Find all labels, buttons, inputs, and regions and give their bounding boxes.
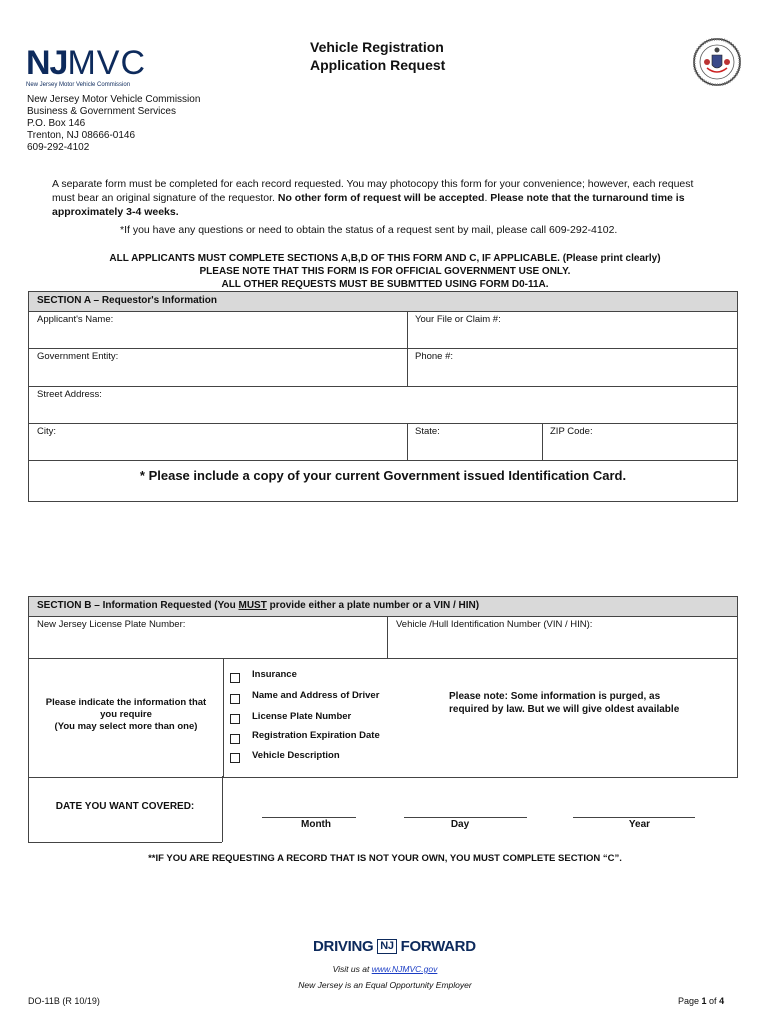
applicant-name-label: Applicant's Name: bbox=[37, 314, 114, 325]
state-label: State: bbox=[415, 426, 440, 437]
section-a bbox=[28, 291, 738, 502]
file-claim-field[interactable] bbox=[408, 311, 737, 348]
registration-expiration-checkbox[interactable] bbox=[230, 734, 240, 744]
must-text: MUST bbox=[238, 600, 267, 611]
indicate-line: Please indicate the information that bbox=[45, 697, 207, 708]
vin-label: Vehicle /Hull Identification Number (VIN / HIN): bbox=[396, 619, 593, 630]
turnaround-text: Please note that the turnaround time is approximately 3-4 weeks. bbox=[52, 192, 685, 218]
vehicle-description-checkbox[interactable] bbox=[230, 753, 240, 763]
phone-label: Phone #: bbox=[415, 351, 454, 362]
nj-mark: NJ bbox=[377, 939, 396, 954]
form-title bbox=[310, 38, 445, 74]
page-of: of bbox=[706, 996, 720, 1006]
form-id: DO-11B (R 10/19) bbox=[28, 996, 100, 1006]
gov-entity-label: Government Entity: bbox=[37, 351, 119, 362]
month-field[interactable] bbox=[262, 804, 356, 818]
state-field[interactable] bbox=[408, 424, 542, 460]
section-b-heading-text: SECTION B – Information Requested (You bbox=[37, 600, 239, 611]
insurance-option-label: Insurance bbox=[252, 669, 297, 680]
instruction-line-1: ALL APPLICANTS MUST COMPLETE SECTIONS A,B,D OF THIS FORM AND C, IF APPLICABLE. (Please print clearly) bbox=[109, 253, 661, 264]
forward-text: FORWARD bbox=[400, 938, 476, 955]
section-b-heading bbox=[29, 597, 737, 617]
address-line: 609-292-4102 bbox=[27, 142, 90, 153]
vin-field[interactable] bbox=[388, 616, 737, 658]
page-prefix: Page bbox=[678, 996, 702, 1006]
visit-prefix: Visit us at bbox=[332, 964, 372, 974]
title-line-2: Application Request bbox=[310, 57, 446, 73]
insurance-checkbox[interactable] bbox=[230, 673, 240, 683]
date-covered-label: DATE YOU WANT COVERED: bbox=[55, 801, 195, 812]
street-address-label: Street Address: bbox=[37, 389, 102, 400]
gov-entity-field[interactable] bbox=[29, 349, 407, 386]
purge-note bbox=[449, 690, 679, 716]
current-page: 1 bbox=[701, 996, 707, 1006]
section-b-heading-text-2: provide either a plate number or a VIN / HIN) bbox=[266, 600, 480, 611]
vehicle-description-option-label: Vehicle Description bbox=[252, 750, 340, 761]
license-plate-option-label: License Plate Number bbox=[252, 711, 352, 722]
page-number bbox=[678, 996, 724, 1006]
driver-name-address-option-label: Name and Address of Driver bbox=[252, 690, 380, 701]
njmvc-link[interactable]: www.NJMVC.gov bbox=[371, 964, 438, 974]
indicate-info-label bbox=[29, 697, 223, 733]
status-help-text: *If you have any questions or need to obtain the status of a request sent by mail, please call 609-292-4102. bbox=[120, 224, 618, 236]
zip-label: ZIP Code: bbox=[550, 426, 593, 437]
purge-note-line: Please note: Some information is purged, as bbox=[449, 691, 661, 702]
driver-name-address-checkbox[interactable] bbox=[230, 694, 240, 704]
license-plate-checkbox[interactable] bbox=[230, 714, 240, 724]
instruction-line-3: ALL OTHER REQUESTS MUST BE SUBMTTED USING FORM D0-11A. bbox=[221, 279, 549, 290]
indicate-line: (You may select more than one) bbox=[54, 721, 198, 732]
logo-nj-text: NJ bbox=[26, 44, 68, 82]
state-seal-icon bbox=[693, 38, 741, 86]
day-field[interactable] bbox=[404, 804, 527, 818]
street-address-field[interactable] bbox=[29, 387, 737, 423]
day-label: Day bbox=[450, 819, 470, 830]
section-a-heading: SECTION A – Requestor's Information bbox=[29, 292, 737, 312]
instruction-line-2: PLEASE NOTE THAT THIS FORM IS FOR OFFICIAL GOVERNMENT USE ONLY. bbox=[199, 266, 571, 277]
id-card-note: * Please include a copy of your current Government issued Identification Card. bbox=[139, 468, 627, 483]
intro-punct: . bbox=[484, 192, 491, 204]
zip-field[interactable] bbox=[543, 424, 737, 460]
year-label: Year bbox=[628, 819, 651, 830]
driving-forward-logo bbox=[313, 938, 476, 962]
purge-note-line: required by law. But we will give oldest available bbox=[449, 704, 680, 715]
plate-number-field[interactable] bbox=[29, 616, 387, 658]
registration-expiration-option-label: Registration Expiration Date bbox=[252, 730, 380, 741]
intro-bold-text: No other form of request will be accepted bbox=[277, 192, 485, 204]
address-line: Business & Government Services bbox=[27, 106, 176, 117]
address-line: New Jersey Motor Vehicle Commission bbox=[27, 94, 201, 105]
address-line: Trenton, NJ 08666-0146 bbox=[27, 130, 136, 141]
driving-text: DRIVING bbox=[313, 938, 374, 955]
total-pages: 4 bbox=[719, 996, 725, 1006]
phone-field[interactable] bbox=[408, 349, 737, 386]
indicate-line: you require bbox=[100, 709, 152, 720]
title-line-1: Vehicle Registration bbox=[310, 39, 444, 55]
applicant-name-field[interactable] bbox=[29, 311, 407, 348]
logo-mvc-text: MVC bbox=[67, 44, 147, 82]
plate-number-label: New Jersey License Plate Number: bbox=[37, 619, 186, 630]
intro-text: A separate form must be completed for each record requested. You may photocopy this form for your convenience; however, each request must bear an original signature of the requestor. bbox=[52, 178, 694, 204]
year-field[interactable] bbox=[573, 804, 695, 818]
visit-us-text bbox=[0, 964, 770, 974]
file-claim-label: Your File or Claim #: bbox=[415, 314, 501, 325]
equal-opportunity-text: New Jersey is an Equal Opportunity Employer bbox=[298, 980, 472, 990]
month-label: Month bbox=[301, 819, 331, 830]
city-field[interactable] bbox=[29, 424, 407, 460]
address-line: P.O. Box 146 bbox=[27, 118, 86, 129]
njmvc-logo bbox=[26, 46, 146, 90]
intro-paragraph bbox=[52, 177, 712, 219]
mailing-address bbox=[27, 94, 200, 154]
logo-subtitle: New Jersey Motor Vehicle Commission bbox=[26, 82, 131, 88]
city-label: City: bbox=[37, 426, 56, 437]
section-b bbox=[28, 596, 738, 778]
section-c-note: **IF YOU ARE REQUESTING A RECORD THAT IS NOT YOUR OWN, YOU MUST COMPLETE SECTION “C”. bbox=[148, 853, 622, 864]
